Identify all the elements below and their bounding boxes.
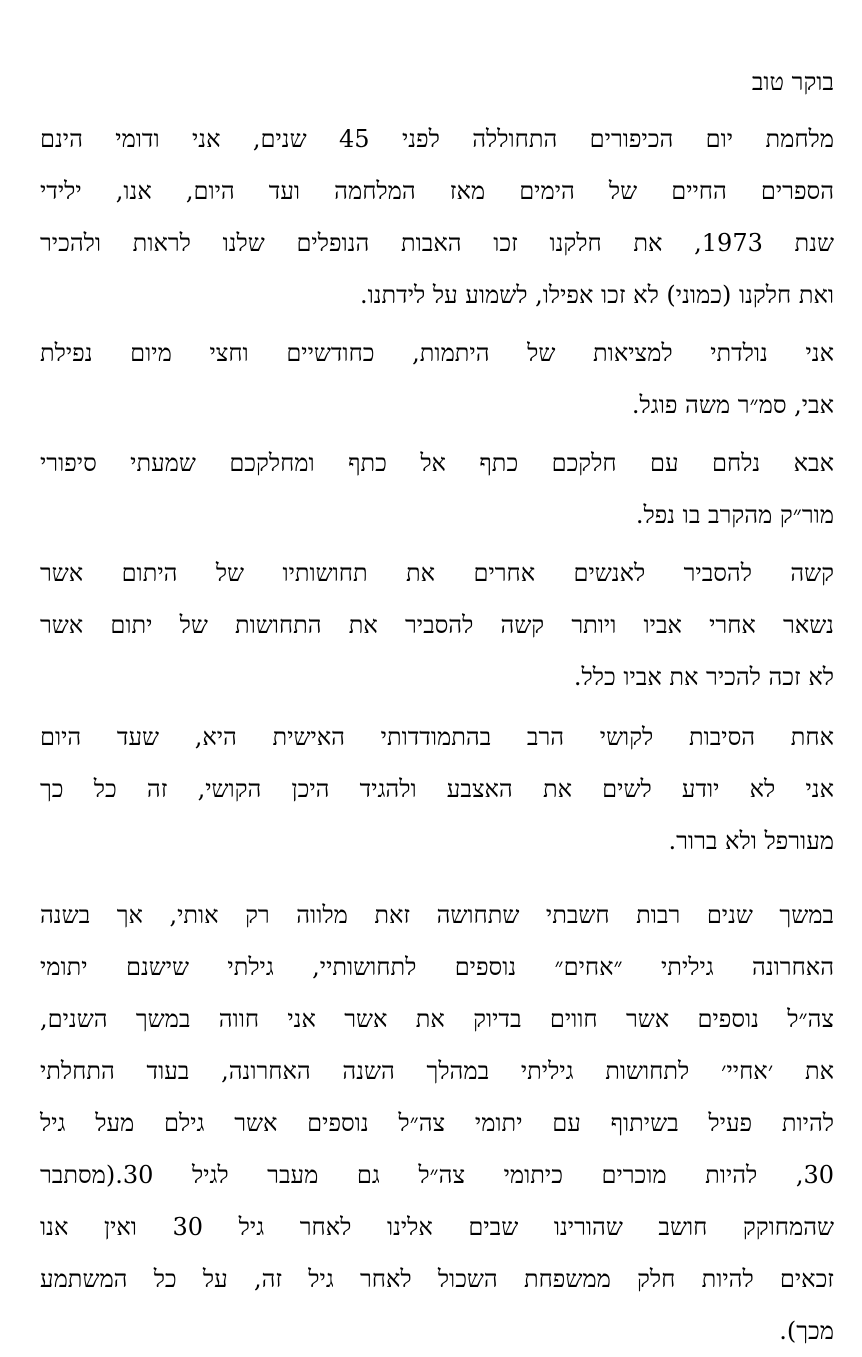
text-line: קשה להסביר לאנשים אחרים את תחושותיו של היתום אשר xyxy=(40,559,834,587)
text-line: אבי, סמ״ר משה פוגל. xyxy=(631,391,834,419)
text-line: זכאים להיות חלק ממשפחת השכול לאחר גיל זה, על כל המשתמע xyxy=(40,1265,834,1293)
text-line: במשך שנים רבות חשבתי שתחושה זאת מלווה רק אותי, אך בשנה xyxy=(40,901,834,929)
text-line: אני נולדתי למציאות של היתמות, כחודשיים וחצי מיום נפילת xyxy=(40,339,834,367)
text-line: הספרים החיים של הימים מאז המלחמה ועד היום, אנו, ילידי xyxy=(40,177,834,205)
text-line: ואת חלקנו (כמוני) לא זכו אפילו, לשמוע על לידתנו. xyxy=(359,281,834,309)
paragraph-father-fought xyxy=(40,437,834,541)
text-line: האחרונה גיליתי ״אחים״ נוספים לתחושותיי, גילתי שישנם יתומי xyxy=(40,953,834,981)
paragraph-brothers-in-feeling xyxy=(40,889,834,1357)
text-line: נשאר אחרי אביו ויותר קשה להסביר את התחושות של יתום אשר xyxy=(40,611,834,639)
text-line: בוקר טוב xyxy=(751,68,834,96)
text-line: שהמחוקק חושב שהורינו שבים אלינו לאחר גיל 30 ואין אנו xyxy=(40,1213,834,1241)
paragraph-hard-to-explain xyxy=(40,547,834,703)
paragraph-born-orphan xyxy=(40,327,834,431)
text-line: לא זכה להכיר את אביו כלל. xyxy=(573,663,834,691)
paragraph-difficulty xyxy=(40,711,834,867)
text-line: מכך). xyxy=(779,1317,834,1345)
text-line: את ׳אחיי׳ לתחושות גיליתי במהלך השנה האחרונה, בעוד התחלתי xyxy=(40,1057,834,1085)
text-line: מור״ק מהקרב בו נפל. xyxy=(635,501,834,529)
text-line: אחת הסיבות לקושי הרב בהתמודדותי האישית היא, שעד היום xyxy=(40,723,834,751)
text-line: להיות פעיל בשיתוף עם יתומי צה״ל נוספים אשר גילם מעל גיל xyxy=(40,1109,834,1137)
text-line: אני לא יודע לשים את האצבע ולהגיד היכן הקושי, זה כל כך xyxy=(40,775,834,803)
text-line: 30, להיות מוכרים כיתומי צה״ל גם מעבר לגיל 30.(מסתבר xyxy=(40,1161,834,1189)
text-line: שנת 1973, את חלקנו זכו האבות הנופלים שלנו לראות ולהכיר xyxy=(40,229,834,257)
text-line: אבא נלחם עם חלקכם כתף אל כתף ומחלקכם שמעתי סיפורי xyxy=(40,449,834,477)
greeting xyxy=(40,56,834,108)
text-line: מעורפל ולא ברור. xyxy=(668,827,834,855)
text-line: צה״ל נוספים אשר חווים בדיוק את אשר אני חווה במשך השנים, xyxy=(40,1005,834,1033)
paragraph-yom-kippur-war xyxy=(40,113,834,321)
text-line: מלחמת יום הכיפורים התחוללה לפני 45 שנים, אני ודומי הינם xyxy=(40,125,834,153)
